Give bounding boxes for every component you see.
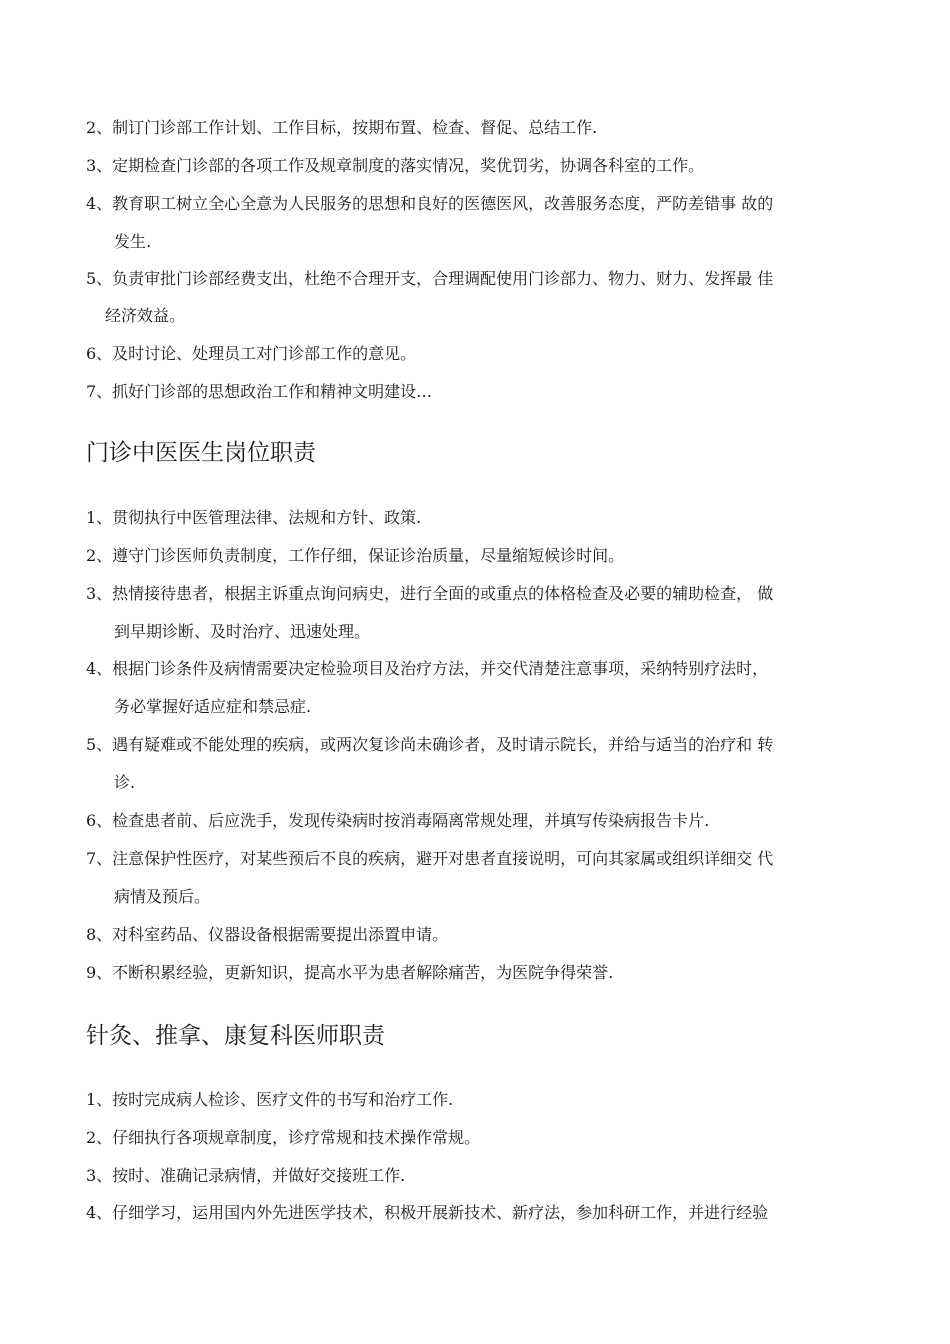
list-item [86,147,866,185]
list-item-text: 7、抓好门诊部的思想政治工作和精神文明建设… [86,382,433,401]
list-item-continuation: 发生. [114,232,152,251]
list-item-continuation: 务必掌握好适应症和禁忌症. [114,697,312,716]
list-item-text: 2、遵守门诊医师负责制度，工作仔细，保证诊治质量，尽量缩短候诊时间。 [86,546,625,565]
list-item-text: 1、按时完成病人检诊、医疗文件的书写和治疗工作. [86,1090,454,1109]
list-item-text: 2、仔细执行各项规章制度，诊疗常规和技术操作常规。 [86,1128,481,1147]
list-item [86,650,866,716]
list-item-text: 3、按时、准确记录病情，并做好交接班工作. [86,1166,406,1185]
section-heading: 门诊中医医生岗位职责 [86,440,316,466]
list-item-text: 1、贯彻执行中医管理法律、法规和方针、政策. [86,508,422,527]
list-item-text: 2、制订门诊部工作计划、工作目标，按期布置、检查、督促、总结工作. [86,118,598,137]
list-item-text: 9、不断积累经验，更新知识，提高水平为患者解除痛苦，为医院争得荣誉. [86,963,614,982]
list-item [86,954,866,992]
list-item [86,916,866,954]
list-item [86,373,866,411]
list-item [86,335,866,373]
list-item-text: 3、热情接待患者，根据主诉重点询问病史，进行全面的或重点的体格检查及必要的辅助检查， 做 [86,584,774,603]
list-item-continuation: 病情及预后。 [114,887,211,906]
list-item [86,260,866,325]
list-item-text: 4、仔细学习，运用国内外先进医学技术，积极开展新技术、新疗法，参加科研工作，并进行经验 [86,1203,769,1222]
list-item-text: 4、根据门诊条件及病情需要决定检验项目及治疗方法，并交代清楚注意事项，采纳特别疗法时， [86,659,769,678]
list-item-text: 7、注意保护性医疗，对某些预后不良的疾病，避开对患者直接说明，可向其家属或组织详细交 代 [86,849,774,868]
list-item-continuation: 诊. [114,773,136,792]
list-item [86,1157,866,1195]
list-item [86,1194,866,1232]
list-item-text: 6、检查患者前、后应洗手，发现传染病时按消毒隔离常规处理，并填写传染病报告卡片. [86,811,710,830]
list-item-continuation: 经济效益。 [105,306,186,325]
list-item-text: 6、及时讨论、处理员工对门诊部工作的意见。 [86,344,417,363]
list-item [86,185,866,251]
list-item-text: 5、负责审批门诊部经费支出，杜绝不合理开支，合理调配使用门诊部力、物力、财力、发挥最 佳 [86,269,774,288]
list-item [86,802,866,840]
list-item [86,499,866,537]
list-item [86,1081,866,1119]
list-item [86,537,866,575]
list-item [86,109,866,147]
list-item [86,575,866,641]
list-item-text: 3、定期检查门诊部的各项工作及规章制度的落实情况，奖优罚劣，协调各科室的工作。 [86,156,705,175]
list-item-continuation: 到早期诊断、及时治疗、迅速处理。 [114,622,371,641]
list-item-text: 8、对科室药品、仪器设备根据需要提出添置申请。 [86,925,449,944]
list-item [86,840,866,906]
list-item-text: 4、教育职工树立全心全意为人民服务的思想和良好的医德医风，改善服务态度，严防差错事 故的 [86,194,774,213]
list-item-text: 5、遇有疑难或不能处理的疾病，或两次复诊尚未确诊者，及时请示院长，并给与适当的治疗和 转 [86,735,774,754]
list-item [86,726,866,792]
section-heading: 针灸、推拿、康复科医师职责 [86,1023,385,1049]
list-item [86,1119,866,1157]
